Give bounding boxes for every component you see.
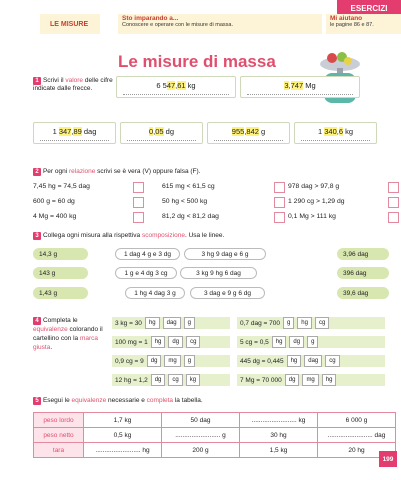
unit-tag[interactable]: dag bbox=[304, 355, 322, 367]
unit-tag[interactable]: dg bbox=[285, 374, 300, 386]
ex4-text-a: Completa le bbox=[42, 317, 78, 324]
equivalence-text: 0,7 dag = 700 bbox=[240, 319, 280, 327]
unit-tag[interactable]: cg bbox=[186, 336, 200, 348]
answer-lines[interactable] bbox=[301, 140, 370, 141]
number-value bbox=[241, 81, 359, 90]
unit-tag[interactable]: dg bbox=[147, 355, 162, 367]
decomposition-pill[interactable]: 1 g e 4 dg 3 cg bbox=[115, 267, 177, 279]
row-label: tara bbox=[34, 443, 84, 458]
number-part: 05 bbox=[155, 127, 164, 136]
number-part: 842 bbox=[246, 127, 259, 136]
equivalence-row bbox=[112, 374, 230, 386]
help-sub: le pagine 86 e 87. bbox=[330, 22, 374, 28]
unit-tag[interactable]: cg bbox=[325, 355, 339, 367]
number-part: 1 bbox=[317, 127, 325, 136]
relation-text: 50 hg < 500 kg bbox=[162, 198, 208, 205]
equivalence-text: 12 hg = 1,2 bbox=[115, 376, 148, 384]
topic-label: LE MISURE bbox=[40, 14, 100, 34]
unit-tag[interactable]: mg bbox=[302, 374, 318, 386]
relation-text: 0,1 Mg > 111 kg bbox=[288, 213, 336, 220]
unit-tag[interactable]: hg bbox=[272, 336, 287, 348]
ex3-number: 3 bbox=[33, 232, 41, 240]
measure-pill[interactable]: 1,43 g bbox=[33, 287, 88, 299]
unit-tag[interactable]: g bbox=[184, 317, 195, 329]
ex2-text-hl: relazione bbox=[68, 168, 96, 175]
number-box bbox=[120, 122, 203, 144]
ex2-instruction bbox=[33, 168, 201, 176]
table-cell[interactable]: 6 000 g bbox=[318, 413, 396, 428]
number-part: 6 5 bbox=[156, 81, 167, 90]
ex1-text-a: Scrivi il bbox=[42, 77, 66, 84]
relation-text: 615 mg < 61,5 cg bbox=[162, 183, 215, 190]
ex1-text-b: delle cifre indicate dalle frecce. bbox=[33, 77, 113, 92]
table-row bbox=[34, 443, 396, 458]
number-value bbox=[208, 127, 289, 136]
ex5-text-hl2: completa bbox=[146, 397, 174, 404]
ex4-text-b: colorando il cartellino con la bbox=[33, 326, 103, 342]
page-title: Le misure di massa bbox=[118, 52, 276, 71]
table-row bbox=[34, 428, 396, 443]
equivalence-row bbox=[112, 336, 230, 348]
number-part: kg bbox=[185, 81, 196, 90]
true-false-checkbox[interactable] bbox=[388, 182, 399, 193]
equivalence-row bbox=[112, 355, 230, 367]
unit-tag[interactable]: hg bbox=[297, 317, 312, 329]
equivalence-text: 5 cg = 0,5 bbox=[240, 338, 269, 346]
equivalence-text: 0,9 cg = 9 bbox=[115, 357, 144, 365]
number-box bbox=[294, 122, 377, 144]
true-false-checkbox[interactable] bbox=[133, 197, 144, 208]
ex5-number: 5 bbox=[33, 397, 41, 405]
ex3-text-hl: scomposizione bbox=[141, 232, 185, 239]
relation-text: 1 290 cg > 1,29 dg bbox=[288, 198, 345, 205]
ex3-text-b: . Usa le linee. bbox=[184, 232, 225, 239]
number-part: 340 bbox=[324, 127, 337, 136]
number-value bbox=[121, 127, 202, 136]
ex1-instruction bbox=[33, 77, 113, 92]
ex1-text-hl: valore bbox=[65, 77, 84, 84]
relation-text: 81,2 dg < 81,2 dag bbox=[162, 213, 219, 220]
decomposition-pill[interactable]: 1 hg 4 dag 3 g bbox=[125, 287, 185, 299]
number-box bbox=[240, 76, 360, 98]
equivalence-text: 7 Mg = 70 000 bbox=[240, 376, 282, 384]
ex2-text-a: Per ogni bbox=[42, 168, 69, 175]
unit-tag[interactable]: dg bbox=[289, 336, 304, 348]
answer-lines[interactable] bbox=[123, 94, 229, 95]
table-cell[interactable]: 200 g bbox=[162, 443, 240, 458]
help-box bbox=[326, 14, 401, 34]
number-part: 89 bbox=[73, 127, 82, 136]
equivalence-text: 445 dg = 0,445 bbox=[240, 357, 284, 365]
number-part: , bbox=[336, 127, 339, 136]
ex5-text-a: Esegui le bbox=[42, 397, 72, 404]
relation-text: 4 Mg = 400 kg bbox=[33, 213, 77, 220]
number-part: 747 bbox=[290, 81, 304, 90]
table-cell[interactable]: 20 hg bbox=[318, 443, 396, 458]
number-part: 47 bbox=[166, 81, 176, 90]
ex2-text-b: scrivi se è vera (V) oppure falsa (F). bbox=[95, 168, 201, 175]
ex2-number: 2 bbox=[33, 168, 41, 176]
relation-text: 978 dag > 97,8 g bbox=[288, 183, 340, 190]
learning-title: Sto imparando a... bbox=[122, 15, 179, 22]
true-false-checkbox[interactable] bbox=[388, 212, 399, 223]
table-row bbox=[34, 413, 396, 428]
ex4-text-hl: equivalenze bbox=[33, 326, 68, 333]
ex1-number: 1 bbox=[33, 77, 41, 85]
number-part: kg bbox=[343, 127, 354, 136]
row-label: peso lordo bbox=[34, 413, 84, 428]
unit-tag[interactable]: dag bbox=[163, 317, 181, 329]
ex3-instruction bbox=[33, 232, 224, 240]
equivalence-text: 100 mg = 1 bbox=[115, 338, 148, 346]
number-box bbox=[33, 122, 116, 144]
number-part: g bbox=[258, 127, 266, 136]
measure-pill[interactable]: 143 g bbox=[33, 267, 88, 279]
true-false-checkbox[interactable] bbox=[388, 197, 399, 208]
table-cell[interactable]: 1,5 kg bbox=[240, 443, 318, 458]
number-value bbox=[34, 127, 115, 136]
exercises-badge: ESERCIZI bbox=[337, 0, 401, 17]
unit-tag[interactable]: g bbox=[307, 336, 318, 348]
unit-tag[interactable]: dg bbox=[168, 336, 183, 348]
table-cell[interactable]: 0,5 kg bbox=[84, 428, 162, 443]
help-title: Mi aiutano bbox=[330, 15, 363, 22]
ex4-text-c: . bbox=[50, 344, 53, 351]
number-part: , bbox=[288, 81, 291, 90]
ex5-text-hl: equivalenze bbox=[71, 397, 107, 404]
relation-text: 600 g = 60 dg bbox=[33, 198, 75, 205]
ex5-instruction bbox=[33, 397, 203, 405]
true-false-checkbox[interactable] bbox=[133, 182, 144, 193]
number-part: 0 bbox=[148, 127, 154, 136]
unit-tag[interactable]: hg bbox=[145, 317, 160, 329]
table-cell[interactable]: 30 hg bbox=[240, 428, 318, 443]
decomposition-pill[interactable]: 3 dag e 9 g 6 dg bbox=[190, 287, 265, 299]
unit-tag[interactable]: hg bbox=[287, 355, 302, 367]
equivalence-row bbox=[237, 374, 385, 386]
answer-lines[interactable] bbox=[214, 140, 283, 141]
ex1-row-bottom bbox=[33, 122, 377, 144]
true-false-checkbox[interactable] bbox=[133, 212, 144, 223]
unit-tag[interactable]: hg bbox=[322, 374, 337, 386]
answer-lines[interactable] bbox=[247, 94, 353, 95]
true-false-checkbox[interactable] bbox=[274, 182, 285, 193]
unit-tag[interactable]: g bbox=[184, 355, 195, 367]
equivalence-row bbox=[237, 355, 385, 367]
answer-lines[interactable] bbox=[127, 140, 196, 141]
decomposition-pill[interactable]: 3 hg 9 dag e 6 g bbox=[184, 248, 266, 260]
number-value bbox=[295, 127, 376, 136]
equivalence-row bbox=[112, 317, 230, 329]
unit-tag[interactable]: kg bbox=[186, 374, 200, 386]
ex5-table bbox=[33, 412, 396, 458]
equivalence-text: 3 kg = 30 bbox=[115, 319, 142, 327]
measure-pill[interactable]: 39,6 dag bbox=[337, 287, 389, 299]
learning-box bbox=[118, 14, 322, 34]
equivalence-row bbox=[237, 317, 385, 329]
true-false-checkbox[interactable] bbox=[274, 197, 285, 208]
number-value bbox=[117, 81, 235, 90]
row-label: peso netto bbox=[34, 428, 84, 443]
measure-pill[interactable]: 14,3 g bbox=[33, 248, 88, 260]
table-cell[interactable]: 50 dag bbox=[162, 413, 240, 428]
equivalence-row bbox=[237, 336, 385, 348]
number-part: 347 bbox=[58, 127, 72, 136]
table-cell[interactable]: ......................... dag bbox=[318, 428, 396, 443]
unit-tag[interactable]: cg bbox=[315, 317, 329, 329]
true-false-checkbox[interactable] bbox=[274, 212, 285, 223]
learning-sub: Conoscere e operare con le misure di massa. bbox=[122, 22, 233, 28]
number-part: 3 bbox=[284, 81, 289, 90]
ex1-row-top bbox=[116, 76, 360, 98]
decomposition-pill[interactable]: 3 kg 9 hg 6 dag bbox=[180, 267, 257, 279]
ex4-instruction bbox=[33, 316, 103, 352]
answer-lines[interactable] bbox=[40, 140, 109, 141]
page-number: 199 bbox=[379, 451, 397, 467]
ex4-text-hl2: marca giusta bbox=[33, 335, 99, 351]
ex5-text-c: la tabella. bbox=[173, 397, 203, 404]
number-part: 6 bbox=[338, 127, 344, 136]
number-box bbox=[207, 122, 290, 144]
unit-tag[interactable]: mg bbox=[164, 355, 180, 367]
unit-tag[interactable]: hg bbox=[151, 336, 166, 348]
number-part: Mg bbox=[303, 81, 316, 90]
number-part: dg bbox=[163, 127, 175, 136]
measure-pill[interactable]: 396 dag bbox=[337, 267, 389, 279]
ex5-text-b: necessarie e bbox=[106, 397, 147, 404]
ex4-number: 4 bbox=[33, 317, 41, 325]
measure-pill[interactable]: 3,96 dag bbox=[337, 248, 389, 260]
table-cell[interactable]: 1,7 kg bbox=[84, 413, 162, 428]
table-cell[interactable]: ......................... kg bbox=[240, 413, 318, 428]
table-cell[interactable]: ......................... g bbox=[162, 428, 240, 443]
number-part: 1 bbox=[52, 127, 59, 136]
relation-text: 7,45 hg = 74,5 dag bbox=[33, 183, 90, 190]
unit-tag[interactable]: cg bbox=[168, 374, 182, 386]
number-part: 955 bbox=[231, 127, 245, 136]
number-part: dag bbox=[81, 127, 97, 136]
number-part: 61 bbox=[177, 81, 186, 90]
unit-tag[interactable]: dg bbox=[151, 374, 166, 386]
ex3-text-a: Collega ogni misura alla rispettiva bbox=[42, 232, 142, 239]
number-box bbox=[116, 76, 236, 98]
table-cell[interactable]: ......................... hg bbox=[84, 443, 162, 458]
decomposition-pill[interactable]: 1 dag 4 g e 3 dg bbox=[115, 248, 180, 260]
unit-tag[interactable]: g bbox=[283, 317, 294, 329]
